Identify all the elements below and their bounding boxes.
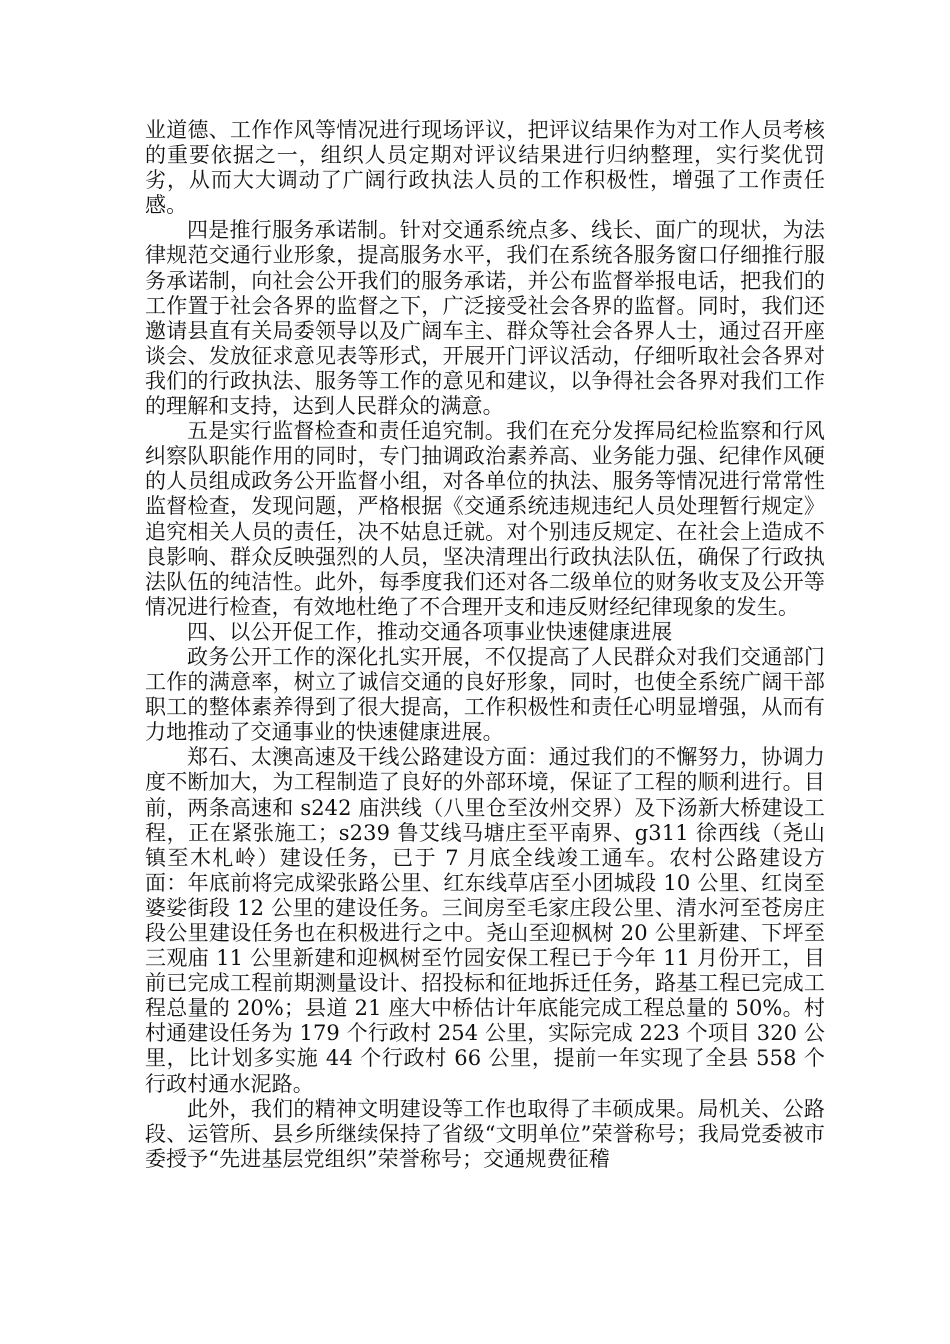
paragraph-2: 四是推行服务承诺制。针对交通系统点多、线长、面广的现状，为法律规范交通行业形象，提高服务水平，我们在系统各服务窗口仔细推行服务承诺制，向社会公开我们的服务承诺，并公布监督举报电话，把我们的工作置于社会各界的监督之下，广泛接受社会各界的监督。同时，我们还邀请县直有关局委领导以及广阔车主、群众等社会各界人士，通过召开座谈会、发放征求意见表等形式，开展开门评议活动，仔细听取社会各界对我们的行政执法、服务等工作的意见和建议，以争得社会各界对我们工作的理解和支持，达到人民群众的满意。 [145, 218, 825, 419]
paragraph-6: 此外，我们的精神文明建设等工作也取得了丰硕成果。局机关、公路段、运管所、县乡所继续保持了省级“文明单位”荣誉称号；我局党委被市委授予“先进基层党组织”荣誉称号；交通规费征稽 [145, 1096, 825, 1171]
paragraph-5: 郑石、太澳高速及干线公路建设方面：通过我们的不懈努力，协调力度不断加大，为工程制造了良好的外部环境，保证了工程的顺利进行。目前，两条高速和 s242 庙洪线（八里仓至汝州交界）及下汤新大桥建设工程，正在紧张施工；s239 鲁艾线马塘庄至平南界、g311 徐西线（尧山镇至木札岭）建设任务，已于 7 月底全线竣工通车。农村公路建设方面：年底前将完成梁张路公里、红东线草店至小团城段 10 公里、红岗至婆娑街段 12 公里的建设任务。三间房至毛家庄段公里、清水河至苍房庄段公里建设任务也在积极进行之中。尧山至迎枫树 20 公里新建、下坪至三观庙 11 公里新建和迎枫树至竹园安保工程已于今年 11 月份开工，目前已完成工程前期测量设计、招投标和征地拆迁任务，路基工程已完成工程总量的 20%；县道 21 座大中桥估计年底能完成工程总量的 50%。村村通建设任务为 179 个行政村 254 公里，实际完成 223 个项目 320 公里，比计划多实施 44 个行政村 66 公里，提前一年实现了全县 558 个行政村通水泥路。 [145, 745, 825, 1096]
paragraph-4: 政务公开工作的深化扎实开展，不仅提高了人民群众对我们交通部门工作的满意率，树立了诚信交通的良好形象，同时，也使全系统广阔干部职工的整体素养得到了很大提高，工作积极性和责任心明显增强，从而有力地推动了交通事业的快速健康进展。 [145, 644, 825, 745]
paragraph-3: 五是实行监督检查和责任追究制。我们在充分发挥局纪检监察和行风纠察队职能作用的同时，专门抽调政治素养高、业务能力强、纪律作风硬的人员组成政务公开监督小组，对各单位的执法、服务等情况进行常常性监督检查，发现问题，严格根据《交通系统违规违纪人员处理暂行规定》追究相关人员的责任，决不姑息迁就。对个别违反规定、在社会上造成不良影响、群众反映强烈的人员，坚决清理出行政执法队伍，确保了行政执法队伍的纯洁性。此外，每季度我们还对各二级单位的财务收支及公开等情况进行检查，有效地杜绝了不合理开支和违反财经纪律现象的发生。 [145, 419, 825, 619]
document-page [145, 118, 825, 1172]
section-heading: 四、以公开促工作，推动交通各项事业快速健康进展 [187, 619, 673, 644]
paragraph-1: 业道德、工作作风等情况进行现场评议，把评议结果作为对工作人员考核的重要依据之一，组织人员定期对评议结果进行归纳整理，实行奖优罚劣，从而大大调动了广阔行政执法人员的工作积极性，增强了工作责任感。 [145, 118, 825, 218]
